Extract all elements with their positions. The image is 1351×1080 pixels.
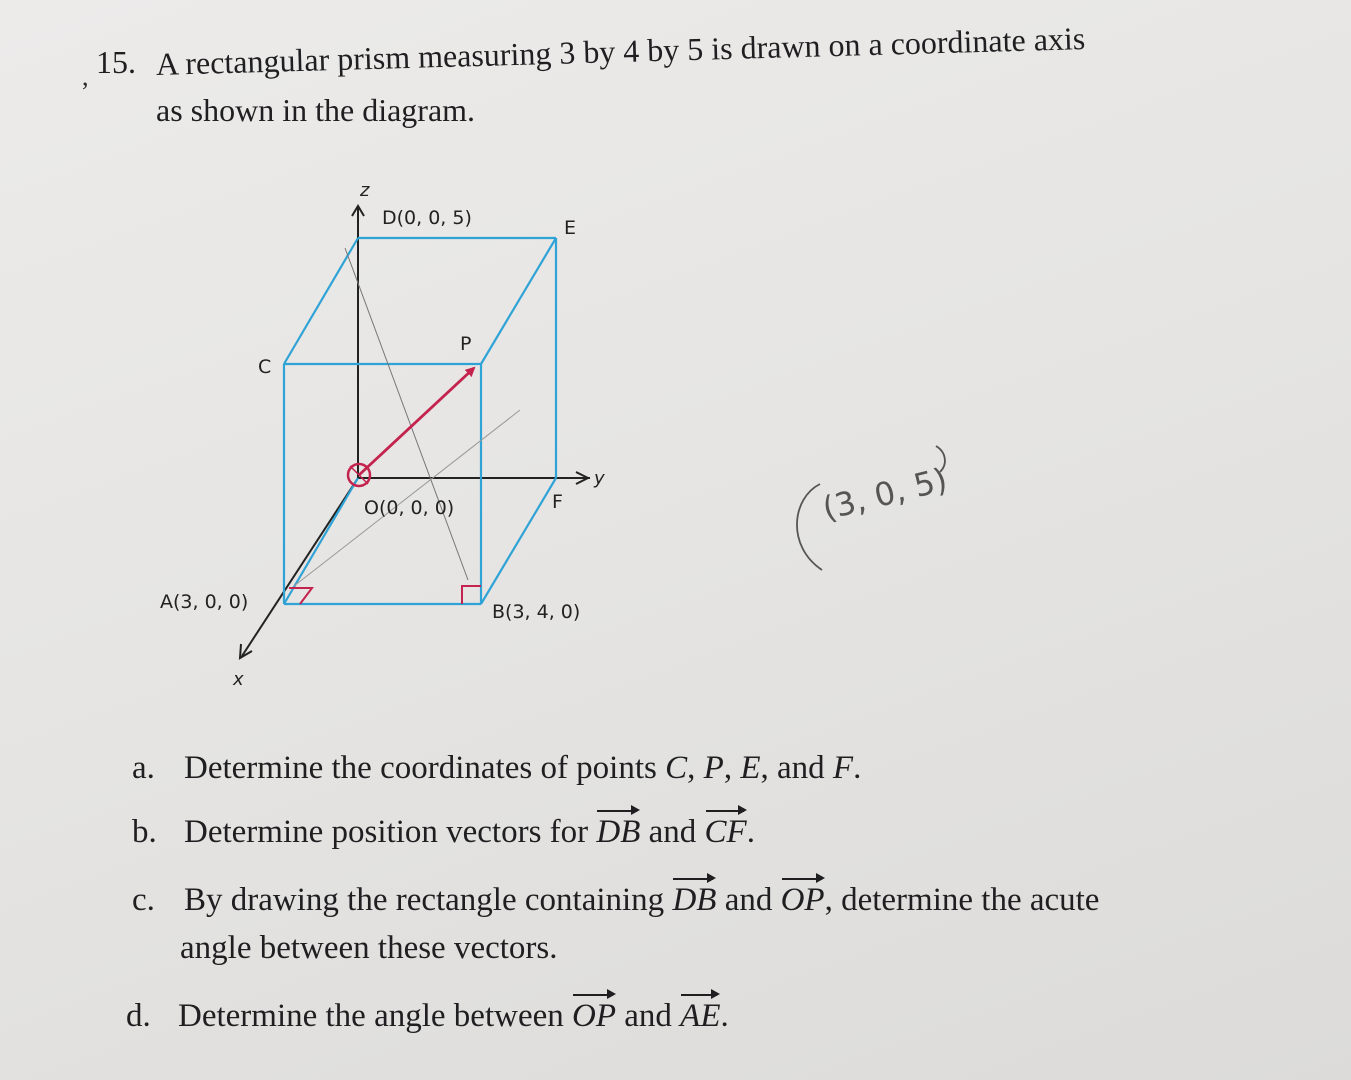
point-O-label: O(0, 0, 0) bbox=[364, 497, 455, 519]
part-a-suffix: . bbox=[853, 750, 862, 786]
prism-diagram bbox=[150, 175, 620, 705]
part-a-prefix: Determine the coordinates of points bbox=[184, 750, 666, 786]
point-E-label: E bbox=[564, 217, 577, 239]
point-A-label: A(3, 0, 0) bbox=[160, 591, 249, 613]
handwritten-coordinates: (3, 0, 5) bbox=[818, 460, 951, 528]
margin-tick-mark: , bbox=[82, 62, 89, 91]
problem-stem-line-1: A rectangular prism measuring 3 by 4 by 5 is drawn on a coordinate axis bbox=[155, 20, 1086, 82]
part-a-sep1: , bbox=[687, 750, 704, 786]
part-a-sep3: , and bbox=[760, 750, 833, 786]
vector-CF: CF bbox=[704, 814, 747, 850]
handwritten-annotation bbox=[770, 428, 970, 578]
point-F: F bbox=[832, 750, 854, 786]
point-C-label: C bbox=[258, 356, 272, 378]
diagonal-DB bbox=[345, 248, 468, 580]
point-E: E bbox=[740, 750, 761, 786]
part-c-line-2: angle between these vectors. bbox=[180, 930, 558, 966]
vector-DB: DB bbox=[672, 882, 717, 918]
part-a-letter: a. bbox=[132, 750, 155, 786]
point-F-label: F bbox=[552, 491, 563, 513]
part-d-letter: d. bbox=[126, 998, 151, 1034]
part-d bbox=[126, 998, 729, 1035]
part-a-sep2: , bbox=[723, 750, 741, 786]
vector-OP: OP bbox=[780, 882, 825, 918]
part-c-letter: c. bbox=[132, 882, 155, 918]
part-d-prefix: Determine the angle between bbox=[178, 998, 572, 1034]
point-D-label: D(0, 0, 5) bbox=[382, 207, 472, 229]
x-axis-label: x bbox=[233, 669, 244, 690]
part-c-suffix: , determine the acute bbox=[824, 882, 1100, 918]
point-B-label: B(3, 4, 0) bbox=[492, 601, 581, 623]
part-a bbox=[132, 750, 861, 787]
part-c-mid: and bbox=[716, 882, 781, 918]
vector-AE: AE bbox=[680, 998, 721, 1034]
part-b-suffix: . bbox=[746, 814, 755, 850]
right-angle-mark-B bbox=[462, 586, 481, 604]
part-d-mid: and bbox=[616, 998, 681, 1034]
point-P: P bbox=[703, 750, 724, 786]
point-C: C bbox=[665, 750, 688, 786]
part-c bbox=[132, 882, 1099, 919]
z-axis-label: z bbox=[360, 180, 370, 201]
part-b-mid: and bbox=[640, 814, 705, 850]
problem-number: 15. bbox=[96, 44, 136, 80]
part-b-prefix: Determine position vectors for bbox=[184, 814, 597, 850]
prism-edges bbox=[284, 238, 556, 604]
vector-OP: OP bbox=[572, 998, 616, 1034]
point-P-label: P bbox=[460, 333, 472, 355]
y-axis-label: y bbox=[594, 468, 605, 489]
part-d-suffix: . bbox=[720, 998, 729, 1034]
problem-stem-line-2: as shown in the diagram. bbox=[156, 92, 476, 128]
part-c-prefix: By drawing the rectangle containing bbox=[184, 882, 673, 918]
part-b bbox=[132, 814, 755, 851]
x-axis bbox=[242, 478, 358, 656]
part-b-letter: b. bbox=[132, 814, 157, 850]
vector-DB: DB bbox=[596, 814, 641, 850]
